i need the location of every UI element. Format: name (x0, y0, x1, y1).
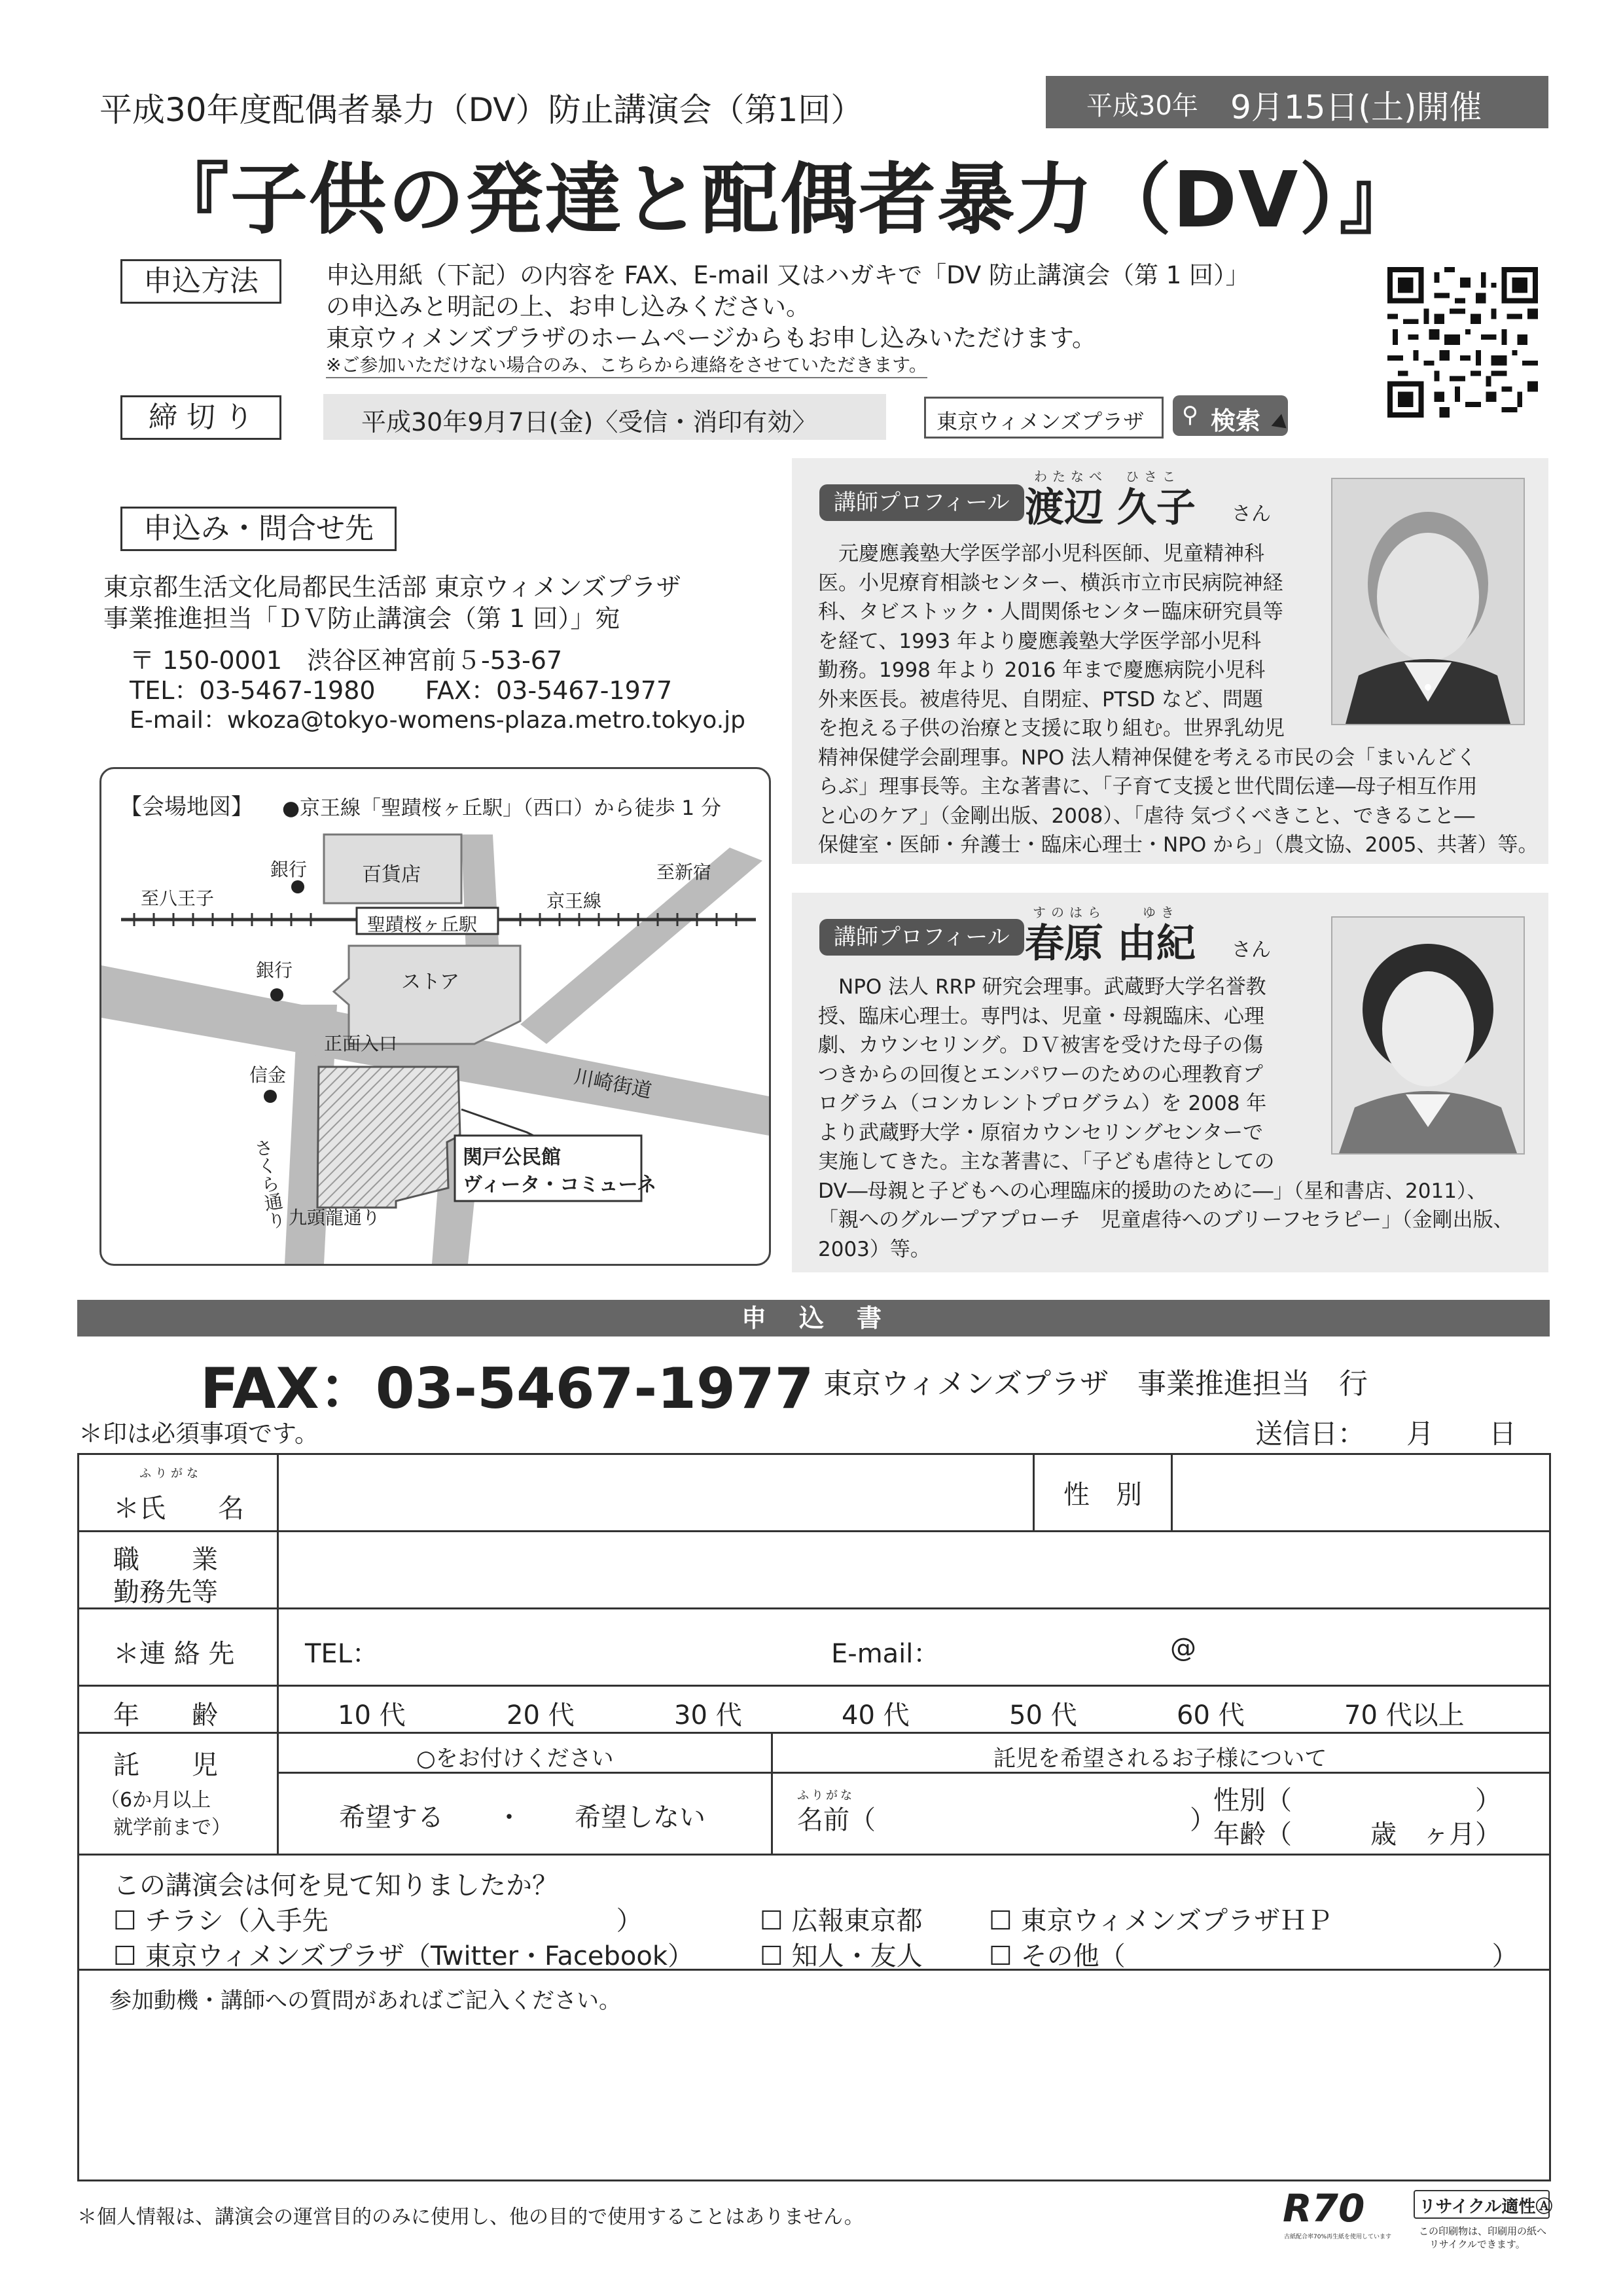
email-label: E-mail： (831, 1639, 940, 1669)
recycle-note-1: この印刷物は、印刷用の紙へ (1419, 2225, 1547, 2237)
contact-org-2: 事業推進担当「ＤＶ防止講演会（第 1 回）」宛 (103, 604, 620, 633)
date-main: 9月15日(土)開催 (1230, 88, 1482, 126)
speaker-2-bio-line: 2003）等。 (818, 1237, 931, 1261)
source-option-sns[interactable]: ☐ 東京ウィメンズプラザ（Twitter・Facebook） (113, 1941, 694, 1971)
speaker-1-bio-line: を抱える子供の治療と支援に取り組む。世界乳幼児 (818, 717, 1285, 740)
motive-label: 参加動機・講師への質問があればご記入ください。 (109, 1988, 621, 2014)
speaker-1-bio-line: 精神保健学会副理事。NPO 法人精神保健を考える市民の会「まいんどく (818, 745, 1477, 770)
speaker-2-profile (792, 893, 1548, 1272)
speaker-1-name: 渡辺 久子 (1025, 485, 1196, 531)
deadline-value: 平成30年9月7日(金)〈受信・消印有効〉 (361, 408, 817, 437)
speaker-1-honorific: さん (1232, 503, 1271, 526)
page-title: 『子供の発達と配偶者暴力（DV）』 (152, 154, 1418, 245)
speaker-2-bio-line: つきからの回復とエンパワーのための心理教育プ (818, 1062, 1263, 1086)
childcare-head-1: ○をお付けください (416, 1746, 614, 1772)
application-line-1: 申込用紙（下記）の内容を FAX、E-mail 又はハガキで「DV 防止講演会（第 1 回）」 (326, 261, 1250, 289)
map-label-entrance: 正面入口 (324, 1033, 398, 1054)
form-banner-label: 申 込 書 (741, 1304, 885, 1333)
age-option[interactable]: 40 代 (842, 1700, 910, 1731)
map-title: 【会場地図】 (120, 794, 253, 820)
job-label-1: 職 業 (113, 1545, 218, 1575)
map-label-dept: 百貨店 (362, 863, 421, 886)
tel-label: TEL： (305, 1639, 378, 1669)
child-name-ruby: ふりがな (797, 1789, 855, 1803)
source-area (79, 1855, 1550, 1970)
speaker-2-bio-line: 実施してきた。主な著書に、「子ども虐待としての (818, 1150, 1275, 1174)
map-access: ●京王線「聖蹟桜ヶ丘駅」（西口）から徒歩 1 分 (282, 797, 721, 820)
speaker-1-ruby: わたなべ ひさこ (1034, 469, 1181, 484)
source-option-hp[interactable]: ☐ 東京ウィメンズプラザＨＰ (989, 1906, 1332, 1936)
child-gender[interactable]: 性別（ ） (1213, 1785, 1501, 1816)
childcare-divider (771, 1734, 773, 1854)
r70-logo: R70 (1283, 2186, 1365, 2231)
qr-code[interactable] (1387, 267, 1538, 418)
age-option[interactable]: 10 代 (338, 1700, 406, 1731)
source-option-other[interactable]: ☐ その他（ ） (989, 1941, 1518, 1971)
map-label-kawasaki: 川崎街道 (572, 1065, 654, 1103)
application-line-2: の申込みと明記の上、お申し込みください。 (326, 293, 810, 321)
childcare-choice[interactable]: 希望する ・ 希望しない (339, 1803, 705, 1833)
speaker-2-honorific: さん (1232, 939, 1271, 961)
map-label-bank1: 銀行 (270, 859, 308, 880)
application-note: ※ご参加いただけない場合のみ、こちらから連絡をさせていただきます。 (326, 351, 927, 378)
date-banner (1046, 76, 1548, 128)
recycle-mark (1414, 2190, 1551, 2249)
speaker-1-bio-line: 勤務。1998 年より 2016 年まで慶應病院小児科 (818, 658, 1266, 682)
age-option[interactable]: 30 代 (674, 1700, 742, 1731)
source-option-friend[interactable]: ☐ 知人・友人 (760, 1941, 923, 1971)
speaker-1-bio-line: 元慶應義塾大学医学部小児科医師、児童精神科 (818, 542, 1264, 565)
source-option-koho[interactable]: ☐ 広報東京都 (760, 1906, 923, 1936)
contact-email: E-mail：wkoza@tokyo-womens-plaza.metro.tokyo.jp (130, 707, 745, 734)
recycle-note-2: リサイクルできます。 (1429, 2238, 1525, 2250)
send-date: 送信日： 月 日 (1255, 1418, 1517, 1450)
form-banner (77, 1300, 1550, 1336)
speaker-2-name: 春原 由紀 (1025, 921, 1196, 967)
childcare-sub-2: 就学前まで） (113, 1816, 231, 1839)
map-label-sakura: さくら通り (251, 1137, 288, 1231)
job-input[interactable] (278, 1532, 1550, 1609)
speaker-2-bio-line: DV―母親と子どもへの心理臨床的援助のために―」（星和書店、2011）、 (818, 1179, 1488, 1203)
speaker-1-bio (818, 539, 1539, 860)
deadline-bar (323, 394, 886, 440)
search-query: 東京ウィメンズプラザ (936, 409, 1145, 434)
r70-mark (1283, 2186, 1392, 2245)
map-label-venue1: 関戸公民館 (463, 1146, 561, 1169)
speaker-2-bio-line: 「親へのグループアプローチ 児童虐待へのブリーフセラピー」（金剛出版、 (818, 1208, 1514, 1232)
map-label-kuzuryu: 九頭龍通り (289, 1207, 381, 1229)
age-label-cell (79, 1686, 278, 1733)
job-label-cell (79, 1532, 278, 1609)
deadline-label: 締 切 り (120, 395, 281, 440)
search-box[interactable] (924, 397, 1164, 439)
childcare-head-2: 託児を希望されるお子様について (993, 1746, 1327, 1772)
speaker-1-bio-line: 科、タビストック・人間関係センター臨床研究員等 (818, 600, 1283, 624)
form-to: 東京ウィメンズプラザ 事業推進担当 行 (823, 1367, 1368, 1401)
contact-label-cell (79, 1609, 278, 1686)
application-form (77, 1453, 1551, 2181)
childcare-area (278, 1733, 1550, 1855)
speaker-2-bio (818, 973, 1514, 1264)
speaker-2-bio-line: 劇、カウンセリング。ＤＶ被害を受けた母子の傷 (818, 1033, 1264, 1057)
map-label-store: ストア (401, 971, 460, 994)
application-line-3: 東京ウィメンズプラザのホームページからもお申し込みいただけます。 (326, 324, 1096, 352)
childcare-sub-1: （6か月以上 (100, 1789, 211, 1812)
map-label-shinkin: 信金 (249, 1064, 287, 1086)
name-input[interactable] (278, 1454, 1034, 1532)
speaker-1-profile (792, 458, 1548, 864)
map-label-hachioji: 至八王子 (141, 888, 215, 909)
speaker-2-bio-line: より武蔵野大学・原宿カウンセリングセンターで (818, 1121, 1264, 1145)
child-age[interactable]: 年齢（ 歳 ヶ月） (1213, 1820, 1501, 1850)
source-question: この講演会は何を見て知りましたか？ (113, 1871, 558, 1901)
speaker-2-tag: 講師プロフィール (819, 919, 1024, 956)
contact-tel-fax: TEL：03-5467-1980 FAX：03-5467-1977 (130, 676, 673, 705)
speaker-1-bio-line: らぶ」理事長等。主な著書に、「子育て支援と世代間伝達―母子相互作用 (818, 775, 1478, 798)
venue-map (99, 767, 771, 1266)
age-option[interactable]: 50 代 (1009, 1700, 1077, 1731)
speaker-2-bio-line: ログラム（コンカレントプログラム）を 2008 年 (818, 1092, 1267, 1115)
source-option-flyer[interactable]: ☐ チラシ（入手先 ） (113, 1906, 643, 1936)
contact-label: 申込み・問合せ先 (120, 507, 397, 551)
gender-input[interactable] (1172, 1454, 1550, 1532)
childcare-label: 託 児 (113, 1750, 218, 1780)
contact-address: 〒 150-0001 渋谷区神宮前５-53-67 (130, 646, 563, 675)
gender-label-cell (1034, 1454, 1172, 1532)
speaker-1-bio-line: を経て、1993 年より慶應義塾大学医学部小児科 (818, 629, 1262, 653)
speaker-1-tag: 講師プロフィール (819, 484, 1024, 521)
job-label-2: 勤務先等 (113, 1577, 218, 1607)
age-option[interactable]: 20 代 (507, 1700, 575, 1731)
r70-note: 古紙配合率70%再生紙を使用しています (1284, 2234, 1392, 2240)
map-label-bank2: 銀行 (256, 960, 293, 981)
contact-input[interactable] (278, 1609, 1550, 1686)
speaker-2-bio-line: NPO 法人 RRP 研究会理事。武蔵野大学名誉教 (818, 975, 1266, 999)
speaker-2-ruby: すのはら ゆき (1033, 905, 1179, 920)
speaker-1-bio-line: 外来医長。被虐待児、自閉症、PTSD など、問題 (818, 687, 1264, 711)
form-fax: FAX：03-5467-1977 (200, 1356, 814, 1422)
privacy-note: ＊個人情報は、講演会の運営目的のみに使用し、他の目的で使用することはありません。 (77, 2206, 864, 2229)
age-options (278, 1686, 1550, 1733)
name-label-cell (79, 1454, 278, 1532)
speaker-1-bio-line: 医。小児療育相談センター、横浜市立市民病院神経 (818, 571, 1283, 595)
child-name[interactable]: 名前（ ） (797, 1805, 1216, 1835)
date-prefix: 平成30年 (1086, 91, 1198, 121)
name-label: ＊氏 名 (113, 1494, 244, 1524)
application-label: 申込方法 (120, 259, 281, 304)
childcare-label-cell (79, 1733, 278, 1855)
contact-org-1: 東京都生活文化局都民生活部 東京ウィメンズプラザ (103, 573, 681, 601)
motive-input[interactable] (79, 1970, 1550, 2181)
gender-label: 性 別 (1063, 1480, 1142, 1510)
map-label-station: 聖蹟桜ヶ丘駅 (367, 914, 478, 935)
name-ruby: ふりがな (139, 1467, 202, 1480)
series-title: 平成30年度配偶者暴力（DV）防止講演会（第1回） (99, 91, 864, 129)
contact-field-label: ＊連 絡 先 (113, 1639, 235, 1669)
at-sign: @ (1170, 1633, 1196, 1663)
search-button-label: 検索 (1211, 406, 1261, 435)
required-note: ＊印は必須事項です。 (79, 1420, 319, 1448)
map-label-keio: 京王線 (546, 890, 602, 912)
speaker-2-bio-line: 授、臨床心理士。専門は、児童・母親臨床、心理 (818, 1004, 1264, 1028)
age-label: 年 齢 (113, 1700, 218, 1731)
speaker-1-bio-line: と心のケア」（金剛出版、2008）、「虐待 気づくべきこと、できること― (818, 804, 1475, 828)
magnifier-icon: ⚲ (1182, 402, 1198, 428)
age-option[interactable]: 70 代以上 (1344, 1700, 1465, 1731)
speaker-1-bio-line: 保健室・医師・弁護士・臨床心理士・NPO から」（農文協、2005、共著）等。 (818, 833, 1539, 857)
recycle-title: リサイクル適性Ⓐ (1419, 2197, 1553, 2217)
age-option[interactable]: 60 代 (1177, 1700, 1245, 1731)
map-label-shinjuku: 至新宿 (656, 861, 712, 883)
search-button[interactable] (1173, 395, 1288, 436)
map-label-venue2: ヴィータ・コミューネ (463, 1174, 657, 1196)
